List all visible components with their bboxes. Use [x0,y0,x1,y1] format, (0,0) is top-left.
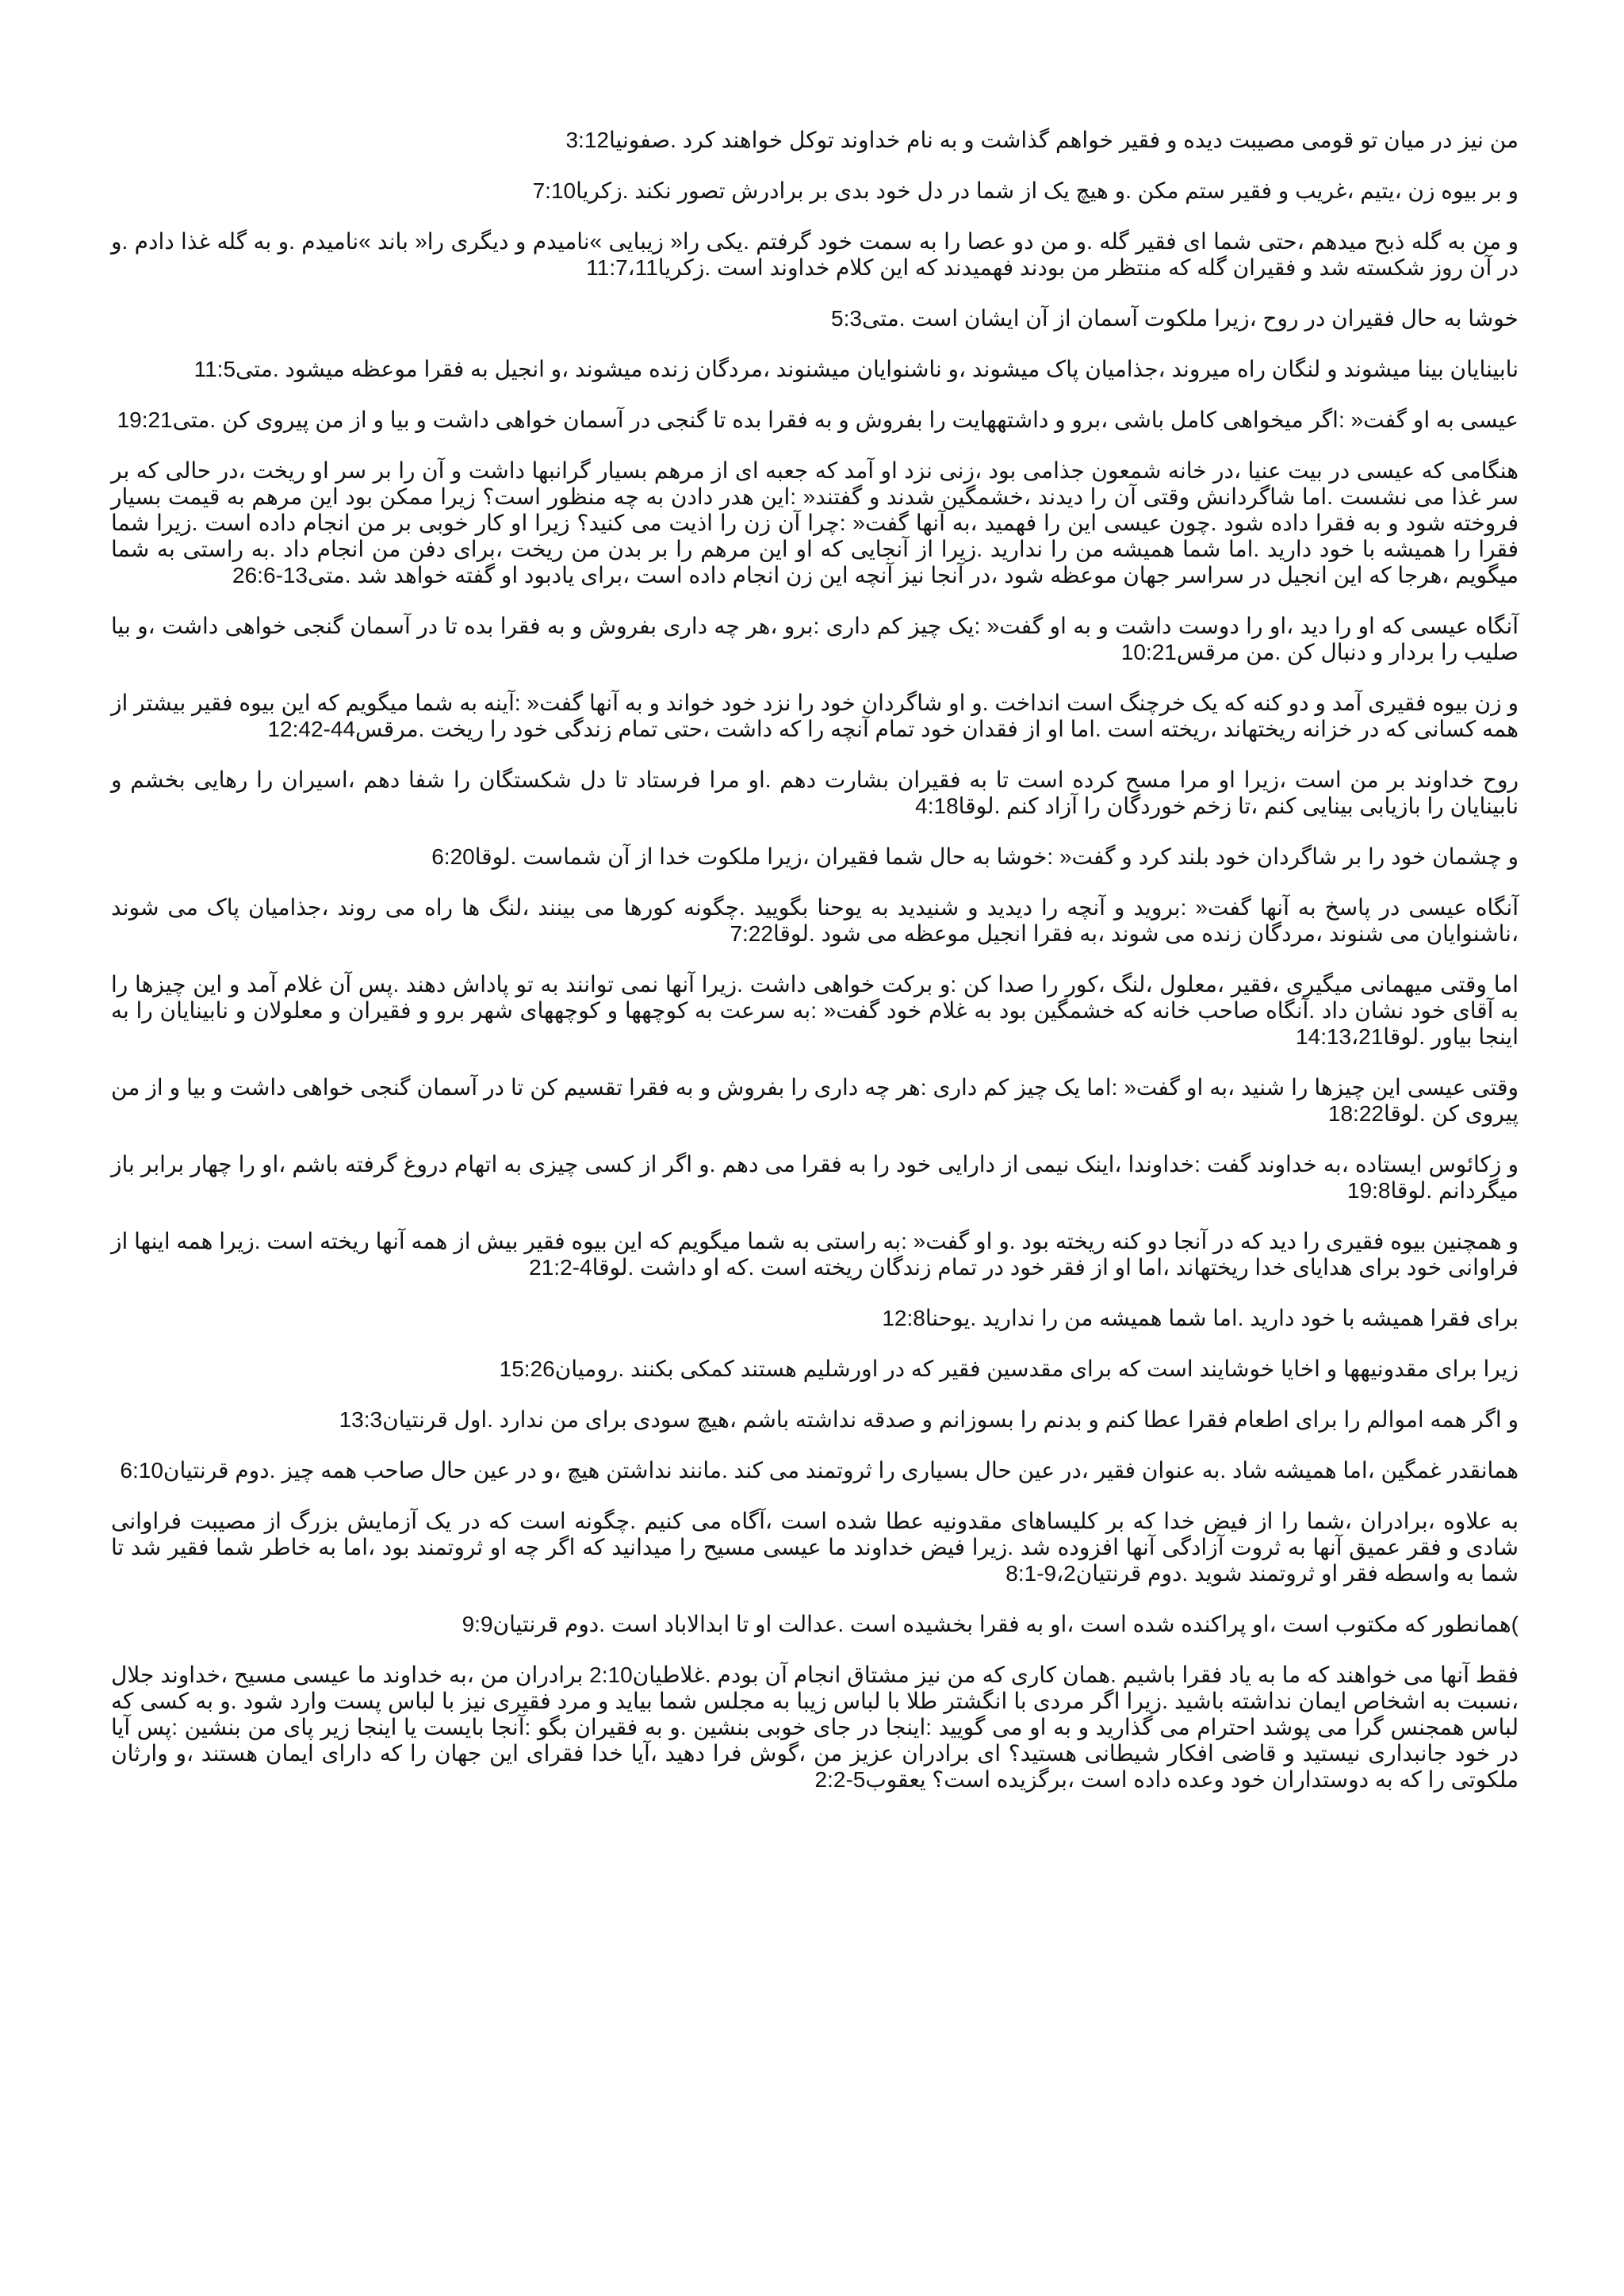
paragraph-2-corinthians-6-10: همانقدر غمگین ،اما همیشه شاد .به عنوان فقیر ،در عین حال بسیاری را ثروتمند می کند .مانند نداشتن هیچ ،و در عین حال صاحب همه چیز .دوم قرنتیان6:10 [120,1458,1519,1483]
paragraph-luke-14-13: اما وقتی میهمانی میگیری ،فقیر ،معلول ،لنگ ،کور را صدا کن :و برکت خواهی داشت .زیرا آنها نمی توانند به تو پاداش دهند .پس آن غلام آمد و این چیزها را به آقای خود نشان داد .آنگاه صاحب خانه که خشمگین بود به غلام خود گفت« :به سرعت به کوچهها و کوچههای شهر برو و فقیران و معلولان و نابینایان را به اینجا بیاور .لوقا14:13،21 [111,972,1519,1049]
paragraph-mark-10-21: آنگاه عیسی که او را دید ،او را دوست داشت و به او گفت« :یک چیز کم داری :برو ،هر چه داری بفروش و به فقرا بده تا در آسمان گنجی خواهی داشت ،و بیا صلیب را بردار و دنبال کن .من مرقس10:21 [111,614,1519,664]
paragraph-1-corinthians-13-3: و اگر همه اموالم را برای اطعام فقرا عطا کنم و بدنم را بسوزانم و صدقه نداشته باشم ،هیچ سودی برای من ندارد .اول قرنتیان13:3 [339,1407,1519,1432]
paragraph-luke-21-2: و همچنین بیوه فقیری را دید که در آنجا دو کنه ریخته بود .و او گفت« :به راستی به شما میگویم که این بیوه فقیر بیش از همه آنها ریخته است .زیرا همه اینها از فراوانی خود برای هدایای خدا ریختهاند ،اما او از فقر خود در تمام زندگان ریخته است .که او داشت .لوقا4-21:2 [111,1229,1519,1280]
paragraph-matthew-5-3: خوشا به حال فقیران در روح ،زیرا ملکوت آسمان از آن ایشان است .متی5:3 [831,306,1519,331]
paragraph-john-12-8: برای فقرا همیشه با خود دارید .اما شما همیشه من را ندارید .یوحنا12:8 [882,1306,1519,1330]
paragraph-zephaniah-3-12: من نیز در میان تو قومی مصیبت دیده و فقیر خواهم گذاشت و به نام خداوند توکل خواهند کرد .صفونیا3:12 [565,128,1519,152]
paragraph-luke-19-8: و زکائوس ایستاده ،به خداوند گفت :خداوندا ،اینک نیمی از دارایی خود را به فقرا می دهم .و اگر از کسی چیزی به اتهام دروغ گرفته باشم ،او را چهار برابر باز میگردانم .لوقا19:8 [111,1152,1519,1203]
paragraph-romans-15-26: زیرا برای مقدونیهها و اخایا خوشایند است که برای مقدسین فقیر که در اورشلیم هستند کمکی بکنند .رومیان15:26 [499,1357,1519,1381]
paragraph-luke-6-20: و چشمان خود را بر شاگردان خود بلند کرد و گفت« :خوشا به حال شما فقیران ،زیرا ملکوت خدا از آن شماست .لوقا6:20 [431,844,1519,869]
paragraph-mark-12-42: و زن بیوه فقیری آمد و دو کنه که یک خرچنگ است انداخت .و او شاگردان خود را نزد خود خواند و به آنها گفت« :آینه به شما میگویم که این بیوه فقیر بیشتر از همه کسانی که در خزانه ریختهاند ،ریخته است .اما او از فقدان خود تمام آنچه را که داشت ،حتی تمام زندگی خود را ریخت .مرقس44-12:42 [111,691,1519,741]
paragraph-luke-4-18: روح خداوند بر من است ،زیرا او مرا مسح کرده است تا به فقیران بشارت دهم .او مرا فرستاد تا دل شکستگان را شفا دهم ،اسیران را رهایی بخشم و نابینایان را بازیابی بینایی کنم ،تا زخم خوردگان را آزاد کنم .لوقا4:18 [111,767,1519,818]
paragraph-2-corinthians-9-9: )همانطور که مکتوب است ،او پراکنده شده است ،او به فقرا بخشیده است .عدالت او تا ابدالاباد است .دوم قرنتیان9:9 [462,1612,1519,1636]
paragraph-zechariah-7-10: و بر بیوه زن ،یتیم ،غریب و فقیر ستم مکن .و هیچ یک از شما در دل خود بدی بر برادرش تصور نکند .زکریا7:10 [532,178,1519,203]
paragraph-2-corinthians-8-1: به علاوه ،برادران ،شما را از فیض خدا که بر کلیساهای مقدونیه عطا شده است ،آگاه می کنیم .چگونه است که در یک آزمایش بزرگ از مصیبت فراوانی شادی و فقر عمیق آنها به ثروت آزادگی آنها افزوده شد .زیرا فیض خداوند ما عیسی مسیح را میدانید که اگر چه او ثروتمند بود ،اما به خاطر شما فقیر شد تا شما به واسطه فقر او ثروتمند شوید .دوم قرنتیان9،2-8:1 [111,1509,1519,1586]
paragraph-luke-7-22: آنگاه عیسی در پاسخ به آنها گفت« :بروید و آنچه را دیدید و شنیدید به یوحنا بگویید .چگونه کورها می بینند ،لنگ ها راه می روند ،جذامیان پاک می شوند ،ناشنوایان می شنوند ،مردگان زنده می شوند ،به فقرا انجیل موعظه می شود .لوقا7:22 [111,895,1519,946]
paragraph-matthew-26-6: هنگامی که عیسی در بیت عنیا ،در خانه شمعون جذامی بود ،زنی نزد او آمد که جعبه ای از مرهم بسیار گرانبها داشت و آن را بر سر او ریخت ،در حالی که بر سر غذا می نشست .اما شاگردانش وقتی آن را دیدند ،خشمگین شدند و گفتند« :این هدر دادن به چه منظور است؟ زیرا ممکن بود این مرهم به قیمت بسیار فروخته شود و به فقرا داده شود .چون عیسی این را فهمید ،به آنها گفت« :چرا آن زن را اذیت می کنید؟ زیرا او کار خوبی بر من انجام داده است .زیرا شما فقرا را همیشه با خود دارید .اما شما همیشه من را ندارید .زیرا از آنجایی که او این مرهم را بر بدن من ریخت ،برای دفن من انجام داد .به راستی به شما میگویم ،هرجا که این انجیل در سراسر جهان موعظه شود ،در آنجا نیز آنچه این زن انجام داده است ،برای یادبود او گفته خواهد شد .متی13-26:6 [111,458,1519,587]
paragraph-luke-18-22: وقتی عیسی این چیزها را شنید ،به او گفت« :اما یک چیز کم داری :هر چه داری را بفروش و به فقرا تقسیم کن تا در آسمان گنجی خواهی داشت و بیا و از من پیروی کن .لوقا18:22 [111,1075,1519,1126]
paragraph-zechariah-11-7: و من به گله ذبح میدهم ،حتی شما ای فقیر گله .و من دو عصا را به سمت خود گرفتم .یکی را« زیبایی »نامیدم و دیگری را« باند »نامیدم .و به گله غذا دادم .و در آن روز شکسته شد و فقیران گله که منتظر من بودند فهمیدند که این کلام خداوند است .زکریا11:7،11 [111,229,1519,280]
paragraph-matthew-19-21: عیسی به او گفت« :اگر میخواهی کامل باشی ،برو و داشتههایت را بفروش و به فقرا بده تا گنجی در آسمان خواهی داشت و بیا و از من پیروی کن .متی19:21 [117,408,1519,432]
paragraph-galatians-james: فقط آنها می خواهند که ما به یاد فقرا باشیم .همان کاری که من نیز مشتاق انجام آن بودم .غلاطیان2:10 برادران من ،به خداوند ما عیسی مسیح ،خداوند جلال ،نسبت به اشخاص ایمان نداشته باشید .زیرا اگر مردی با انگشتر طلا با لباس زیبا به مجلس شما بیاید و مرد فقیری نیز با لباس پست وارد شود .و به کسی که لباس همجنس گرا می پوشد احترام می گذارید و به او می گویید :اینجا در جای خوبی بنشین .و به فقیران بگو :آنجا بایست یا اینجا زیر پای من بنشین :پس آیا در خود جانبداری نیستید و قاضی افکار شیطانی هستید؟ ای برادران عزیز من ،گوش فرا دهید ،آیا خدا فقرای این جهان را که دارای ایمان هستند ،و وارثان ملکوتی را که به دوستداران خود وعده داده است ،برگزیده است؟ یعقوب5-2:2 [111,1663,1519,1792]
paragraph-matthew-11-5: نابینایان بینا میشوند و لنگان راه میروند ،جذامیان پاک میشوند ،و ناشنوایان میشنوند ،مردگان زنده میشوند ،و انجیل به فقرا موعظه میشود .متی11:5 [193,357,1519,381]
document-page [111,127,1519,1793]
